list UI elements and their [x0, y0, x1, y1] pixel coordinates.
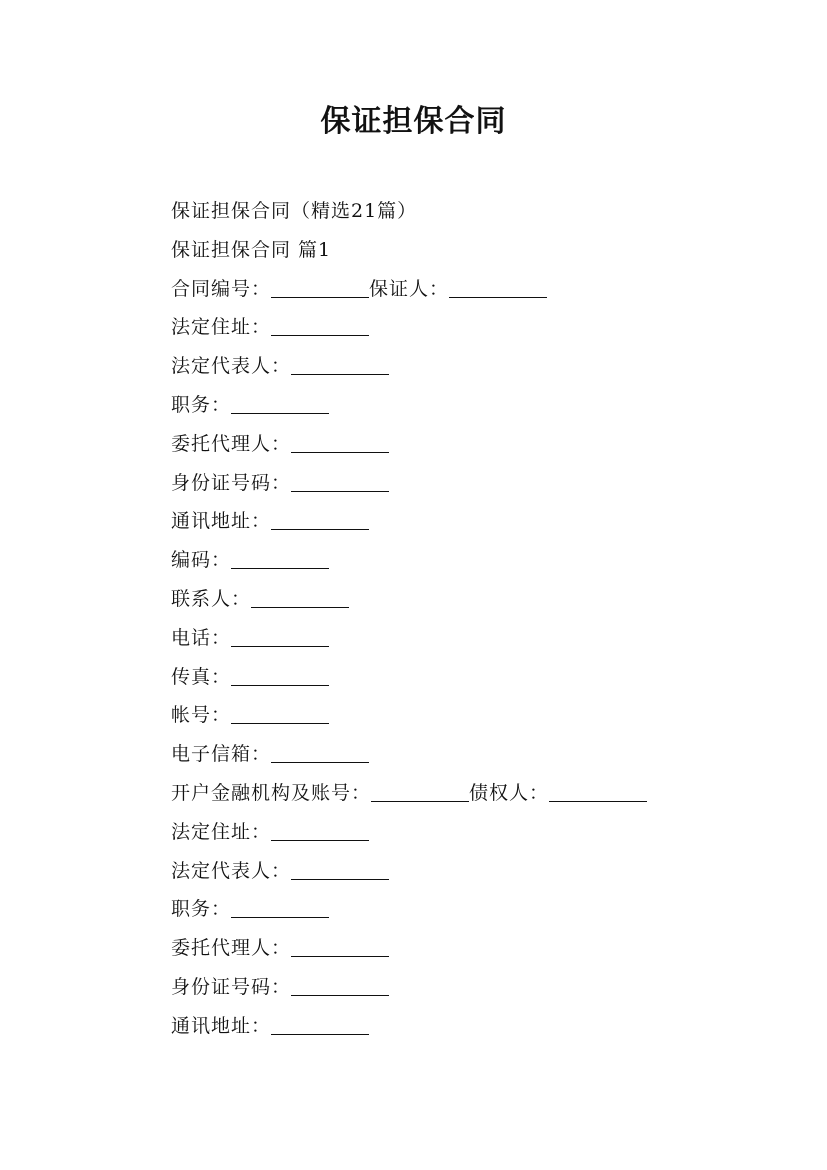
legal-address-line	[171, 308, 731, 347]
mail-address-line	[171, 502, 731, 541]
mail-address-label-2: 通讯地址：	[171, 1014, 272, 1037]
mail-address-line-2	[171, 1007, 731, 1046]
contract-no-blank	[271, 277, 369, 298]
mail-address-blank	[271, 509, 369, 530]
fax-line	[171, 658, 731, 697]
agent-line-2	[171, 929, 731, 968]
contract-no-label: 合同编号：	[171, 277, 272, 300]
position-blank-2	[231, 897, 329, 918]
legal-rep-blank	[291, 354, 389, 375]
document-subtitle: 保证担保合同（精选21篇）	[171, 200, 418, 222]
phone-label: 电话：	[171, 626, 232, 649]
agent-blank	[291, 432, 389, 453]
id-no-line-2	[171, 968, 731, 1007]
agent-label-2: 委托代理人：	[171, 937, 292, 960]
mail-address-blank-2	[271, 1014, 369, 1035]
legal-rep-blank-2	[291, 859, 389, 880]
bank-account-blank	[371, 781, 469, 802]
legal-rep-label: 法定代表人：	[171, 355, 292, 378]
contract-no-line	[171, 270, 731, 309]
bank-account-line	[171, 774, 731, 813]
phone-line	[171, 619, 731, 658]
id-no-blank	[291, 471, 389, 492]
postcode-blank	[231, 548, 329, 569]
id-no-label: 身份证号码：	[171, 471, 292, 494]
legal-rep-line	[171, 347, 731, 386]
position-line-2	[171, 890, 731, 929]
position-line	[171, 386, 731, 425]
contact-line	[171, 580, 731, 619]
account-label: 帐号：	[171, 704, 232, 727]
fax-blank	[231, 665, 329, 686]
account-blank	[231, 703, 329, 724]
legal-rep-line-2	[171, 852, 731, 891]
postcode-label: 编码：	[171, 549, 232, 572]
legal-address-blank-2	[271, 820, 369, 841]
creditor-blank	[549, 781, 647, 802]
agent-label: 委托代理人：	[171, 432, 292, 455]
contact-label: 联系人：	[171, 587, 252, 610]
position-blank	[231, 393, 329, 414]
bank-account-label: 开户金融机构及账号：	[171, 781, 372, 804]
contact-blank	[251, 587, 349, 608]
id-no-label-2: 身份证号码：	[171, 975, 292, 998]
position-label: 职务：	[171, 393, 232, 416]
id-no-blank-2	[291, 975, 389, 996]
legal-rep-label-2: 法定代表人：	[171, 859, 292, 882]
document-body	[171, 192, 731, 1046]
postcode-line	[171, 541, 731, 580]
email-blank	[271, 742, 369, 763]
guarantor-blank	[449, 277, 547, 298]
account-line	[171, 696, 731, 735]
id-no-line	[171, 464, 731, 503]
phone-blank	[231, 626, 329, 647]
mail-address-label: 通讯地址：	[171, 510, 272, 533]
legal-address-label: 法定住址：	[171, 316, 272, 339]
agent-blank-2	[291, 936, 389, 957]
email-line	[171, 735, 731, 774]
guarantor-label: 保证人：	[369, 277, 450, 300]
legal-address-label-2: 法定住址：	[171, 820, 272, 843]
email-label: 电子信箱：	[171, 743, 272, 766]
legal-address-line-2	[171, 813, 731, 852]
legal-address-blank	[271, 315, 369, 336]
fax-label: 传真：	[171, 665, 232, 688]
section-heading: 保证担保合同 篇1	[171, 238, 332, 261]
agent-line	[171, 425, 731, 464]
creditor-label: 债权人：	[469, 781, 550, 804]
position-label-2: 职务：	[171, 898, 232, 921]
document-title: 保证担保合同	[320, 104, 507, 139]
